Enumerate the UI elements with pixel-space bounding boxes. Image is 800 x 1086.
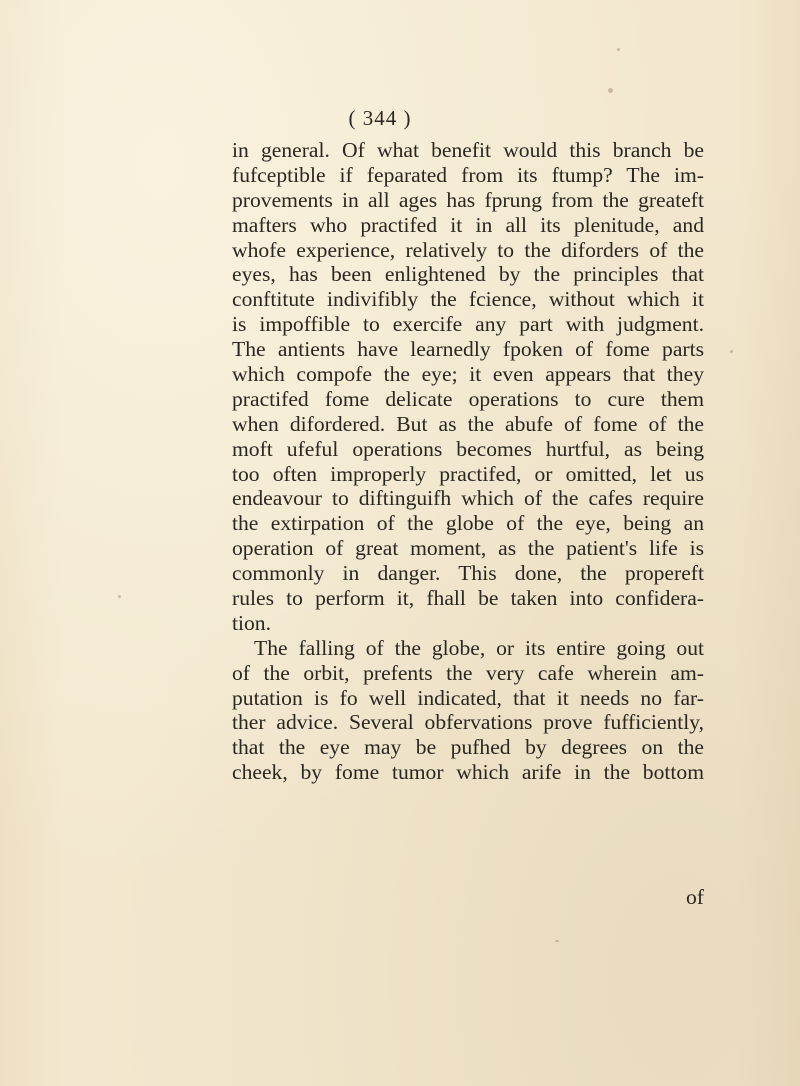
text-line: ther advice. Several obfervations prove fufficiently,: [232, 710, 704, 735]
text-line: eyes, has been enlightened by the principles that: [232, 262, 704, 287]
body-text: [232, 138, 704, 785]
text-line: is impoffible to exercife any part with judgment.: [232, 312, 704, 337]
text-line: that the eye may be pufhed by degrees on the: [232, 735, 704, 760]
text-line: when difordered. But as the abufe of fome of the: [232, 411, 704, 436]
text-line: mafters who practifed it in all its plenitude, and: [232, 212, 704, 237]
text-line: tion.: [232, 610, 271, 635]
text-line: moft ufeful operations becomes hurtful, as being: [232, 436, 704, 461]
paper-speck: [608, 88, 613, 93]
text-line: endeavour to diftinguifh which of the cafes require: [232, 486, 704, 511]
text-line: conftitute indivifibly the fcience, without which it: [232, 287, 704, 312]
text-line: whofe experience, relatively to the diforders of the: [232, 237, 704, 262]
text-line: commonly in danger. This done, the propereft: [232, 561, 704, 586]
text-line: putation is fo well indicated, that it needs no far-: [232, 685, 704, 710]
text-line: the extirpation of the globe of the eye, being an: [232, 511, 704, 536]
text-line: in general. Of what benefit would this branch be: [232, 138, 704, 162]
text-line: operation of great moment, as the patient's life is: [232, 536, 704, 561]
text-line: too often improperly practifed, or omitted, let us: [232, 461, 704, 486]
paper-speck: [555, 940, 559, 942]
text-line: The antients have learnedly fpoken of fome parts: [232, 337, 704, 362]
text-line: of the orbit, prefents the very cafe wherein am-: [232, 660, 704, 685]
text-line: cheek, by fome tumor which arife in the bottom: [232, 760, 704, 785]
text-line: which compofe the eye; it even appears that they: [232, 362, 704, 387]
paragraph: [232, 138, 704, 636]
text-line: practifed fome delicate operations to cure them: [232, 386, 704, 411]
paper-speck: [118, 595, 121, 598]
page-number: ( 344 ): [348, 106, 412, 130]
paper-speck: [730, 350, 733, 353]
text-line: The falling of the globe, or its entire going out: [254, 635, 704, 660]
paper-speck: [617, 48, 620, 51]
text-line: provements in all ages has fprung from the greateft: [232, 187, 704, 212]
paragraph: [232, 636, 704, 785]
text-line: fufceptible if feparated from its ftump? The im-: [232, 162, 704, 187]
text-line: rules to perform it, fhall be taken into confidera-: [232, 586, 704, 611]
catchword: of: [686, 885, 704, 909]
